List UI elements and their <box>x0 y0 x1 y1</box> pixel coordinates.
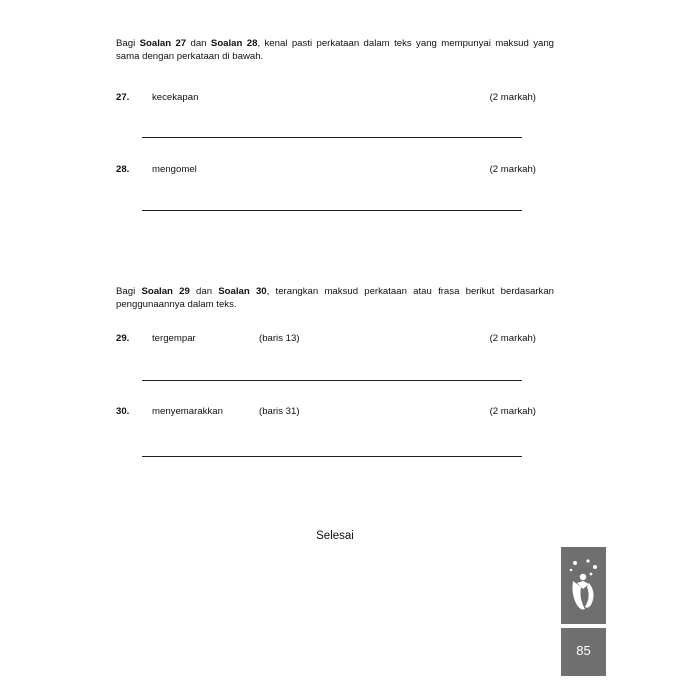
celebration-figure-icon <box>561 547 606 624</box>
instruction-27-28: Bagi Soalan 27 dan Soalan 28, kenal pasti perkataan dalam teks yang mempunyai maksud yang sama dengan perkataan di bawah. <box>116 38 555 62</box>
answer-line-27 <box>142 137 522 138</box>
question-marks: (2 markah) <box>489 164 536 175</box>
end-text: Selesai <box>316 530 354 542</box>
question-29 <box>116 333 536 347</box>
page-number: 85 <box>561 628 606 676</box>
question-number: 28. <box>116 164 130 175</box>
question-line-ref: (baris 31) <box>259 406 300 417</box>
question-27 <box>116 92 536 106</box>
question-number: 30. <box>116 406 130 417</box>
question-number: 29. <box>116 333 130 344</box>
question-30 <box>116 406 536 420</box>
answer-line-29 <box>142 380 522 381</box>
answer-line-28 <box>142 210 522 211</box>
question-marks: (2 markah) <box>489 333 536 344</box>
logo-tab <box>561 547 606 624</box>
question-word: kecekapan <box>152 92 199 103</box>
question-word: menyemarakkan <box>152 406 223 417</box>
question-line-ref: (baris 13) <box>259 333 300 344</box>
question-word: mengomel <box>152 164 197 175</box>
answer-line-30 <box>142 456 522 457</box>
question-number: 27. <box>116 92 130 103</box>
question-marks: (2 markah) <box>489 92 536 103</box>
question-marks: (2 markah) <box>489 406 536 417</box>
question-word: tergempar <box>152 333 196 344</box>
question-28 <box>116 164 536 178</box>
instruction-29-30: Bagi Soalan 29 dan Soalan 30, terangkan maksud perkataan atau frasa berikut berdasarkan penggunaannya dalam teks. <box>116 286 554 310</box>
